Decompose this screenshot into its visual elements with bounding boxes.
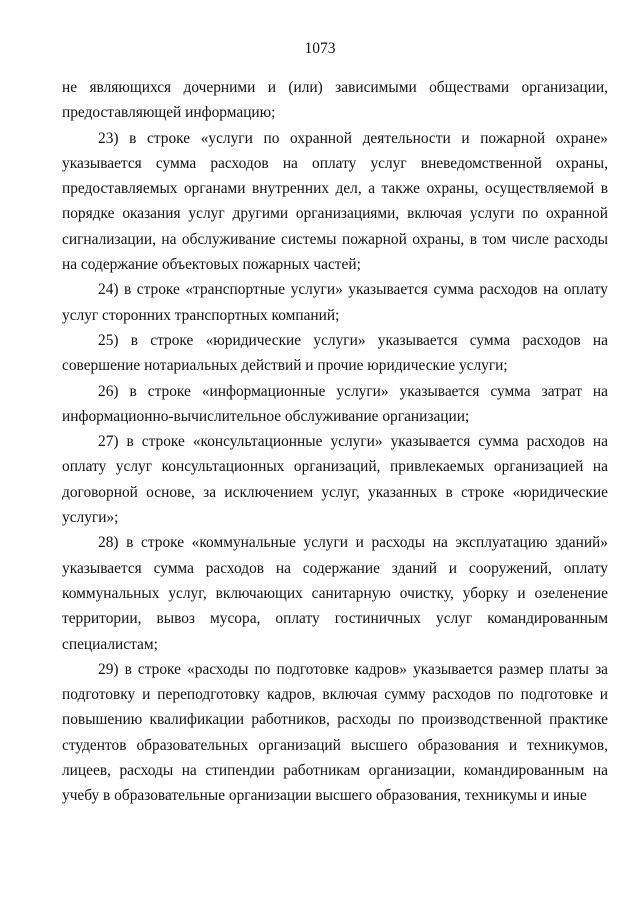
paragraph-item-28: 28) в строке «коммунальные услуги и расходы на эксплуатацию зданий» указывается сумма расходов на содержание зданий и сооружений, оплату коммунальных услуг, включающих санитарную очистку, уборку и озеленение территории, вывоз мусора, оплату гостиничных услуг командированным специалистам; bbox=[62, 534, 608, 653]
paragraph-item-29: 29) в строке «расходы по подготовке кадров» указывается размер платы за подготовку и переподготовку кадров, включая сумму расходов по подготовке и повышению квалификации работников, расходы по производственной практике студентов образовательных организаций высшего образования и техникумов, лицеев, расходы на стипендии работникам организации, командированным на учебу в образовательные организации высшего образования, техникумы и иные bbox=[62, 660, 608, 805]
document-body bbox=[62, 75, 608, 809]
page-number: 1073 bbox=[304, 40, 336, 57]
paragraph-item-24: 24) в строке «транспортные услуги» указывается сумма расходов на оплату услуг сторонних транспортных компаний; bbox=[62, 281, 608, 324]
paragraph-continuation: не являющихся дочерними и (или) зависимыми обществами организации, предоставляющей информацию; bbox=[62, 79, 608, 122]
paragraph-item-26: 26) в строке «информационные услуги» указывается сумма затрат на информационно-вычислительное обслуживание организации; bbox=[62, 382, 608, 425]
paragraph-item-25: 25) в строке «юридические услуги» указывается сумма расходов на совершение нотариальных действий и прочие юридические услуги; bbox=[62, 331, 608, 375]
paragraph-item-27: 27) в строке «консультационные услуги» указывается сумма расходов на оплату услуг консультационных организаций, привлекаемых организацией на договорной основе, за исключением услуг, указанных в строке «юридические услуги»; bbox=[62, 433, 608, 527]
paragraph-item-23: 23) в строке «услуги по охранной деятельности и пожарной охране» указывается сумма расходов на оплату услуг вневедомственной охраны, предоставляемых органами внутренних дел, а также охраны, осуществляемой в порядке оказания услуг другими организациями, включая услуги по охранной сигнализации, на обслуживание системы пожарной охраны, в том числе расходы на содержание объектовых пожарных частей; bbox=[62, 129, 608, 274]
